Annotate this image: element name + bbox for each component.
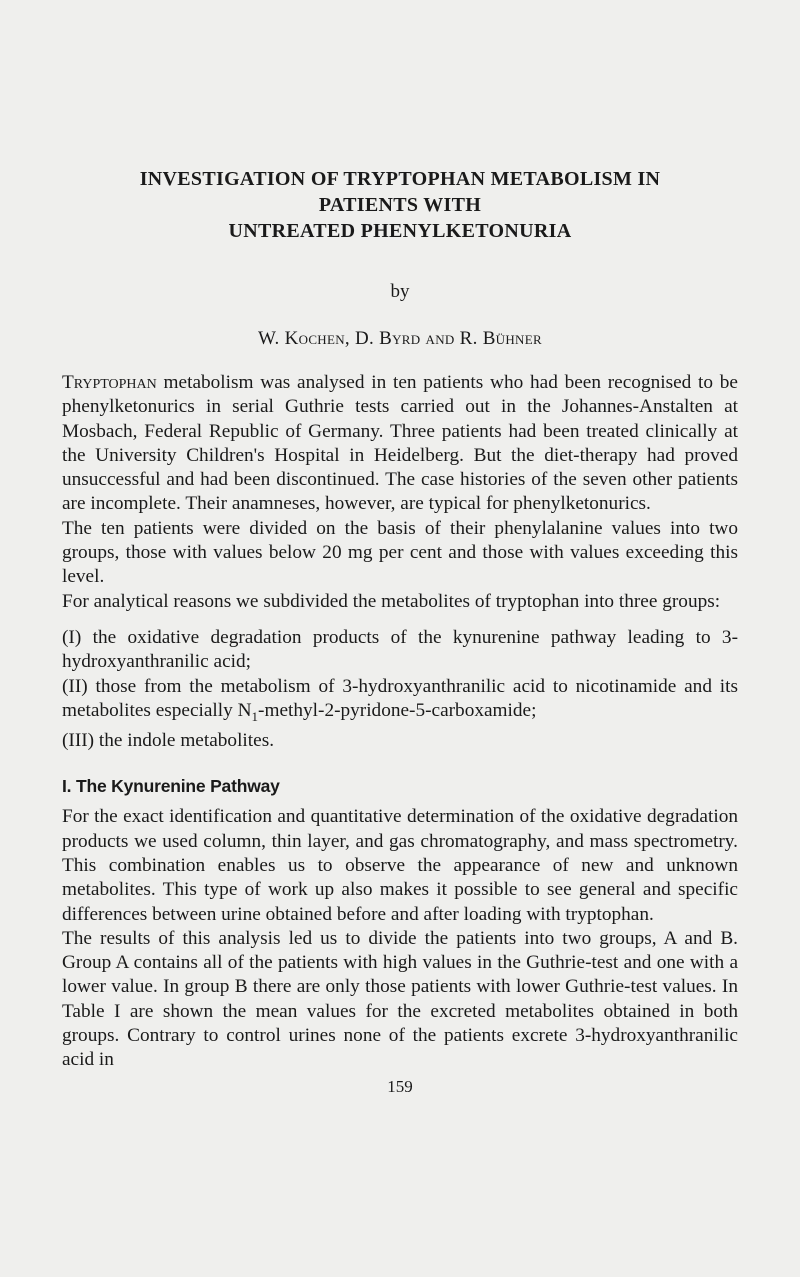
authors: W. Kochen, D. Byrd and R. Bühner [258, 328, 542, 349]
group-2-text-b: -methyl-2-pyridone-5-carboxamide; [258, 699, 537, 721]
intro-p2-text: The ten patients were divided on the basis of their phenylalanine values into two groups, those with values below 20 mg per cent and those with values exceeding this level. [62, 517, 738, 588]
article-body [62, 371, 738, 1073]
section-paragraph-1: For the exact identification and quantitative determination of the oxidative degradation products we used column, thin layer, and gas chromatography, and mass spectrometry. This combination enables us to observe the appearance of new and unknown metabolites. This type of work up also makes it possible to see general and specific differences between urine obtained before and after loading with tryptophan. [62, 806, 738, 925]
group-item-2 [62, 675, 738, 729]
title-line-2: PATIENTS WITH [318, 194, 482, 216]
intro-p3-text: For analytical reasons we subdivided the metabolites of tryptophan into three groups: [62, 590, 721, 612]
intro-p1-text: metabolism was analysed in ten patients who had been recognised to be phenylketonurics in serial Guthrie tests carried out in the Johannes-Anstalten at Mosbach, Federal Republic of Germany. Three patients had been treated clinically at the University Children's Hospital in Heidelberg. But the diet-therapy had proved unsuccessful and had been discontinued. The case histories of the seven other patients are incomplete. Their anamneses, however, are typical for phenylketonurics. [62, 372, 738, 515]
section-paragraph-2: The results of this analysis led us to divide the patients into two groups, A and B. Group A contains all of the patients with high values in the Guthrie-test and one with a lower value. In group B there are only those patients with lower Guthrie-test values. In Table I are shown the mean values for the excreted metabolites obtained in both groups. Contrary to control urines none of the patients excrete 3-hydroxyanthranilic acid in [62, 927, 738, 1071]
article-title [62, 166, 738, 244]
document-page [62, 166, 738, 1097]
group-2-subscript: 1 [251, 708, 259, 724]
intro-paragraph-3 [62, 590, 738, 614]
section-heading: I. The Kynurenine Pathway [62, 776, 280, 797]
group-2-text-a: (II) those from the metabolism of 3-hydroxyanthranilic acid to nicotinamide and its metabolites especially N [62, 675, 738, 721]
intro-paragraph-2 [62, 517, 738, 590]
by-line: by [390, 281, 410, 302]
group-item-1: (I) the oxidative degradation products of the kynurenine pathway leading to 3-hydroxyanthranilic acid; [62, 626, 738, 673]
lead-word: Tryptophan [62, 372, 157, 393]
title-line-1: INVESTIGATION OF TRYPTOPHAN METABOLISM IN [139, 168, 661, 190]
page-number: 159 [387, 1076, 413, 1096]
intro-paragraph-1 [62, 371, 738, 517]
title-line-3: UNTREATED PHENYLKETONURIA [228, 220, 572, 242]
metabolite-groups-list [62, 626, 738, 753]
group-item-3: (III) the indole metabolites. [62, 730, 275, 752]
